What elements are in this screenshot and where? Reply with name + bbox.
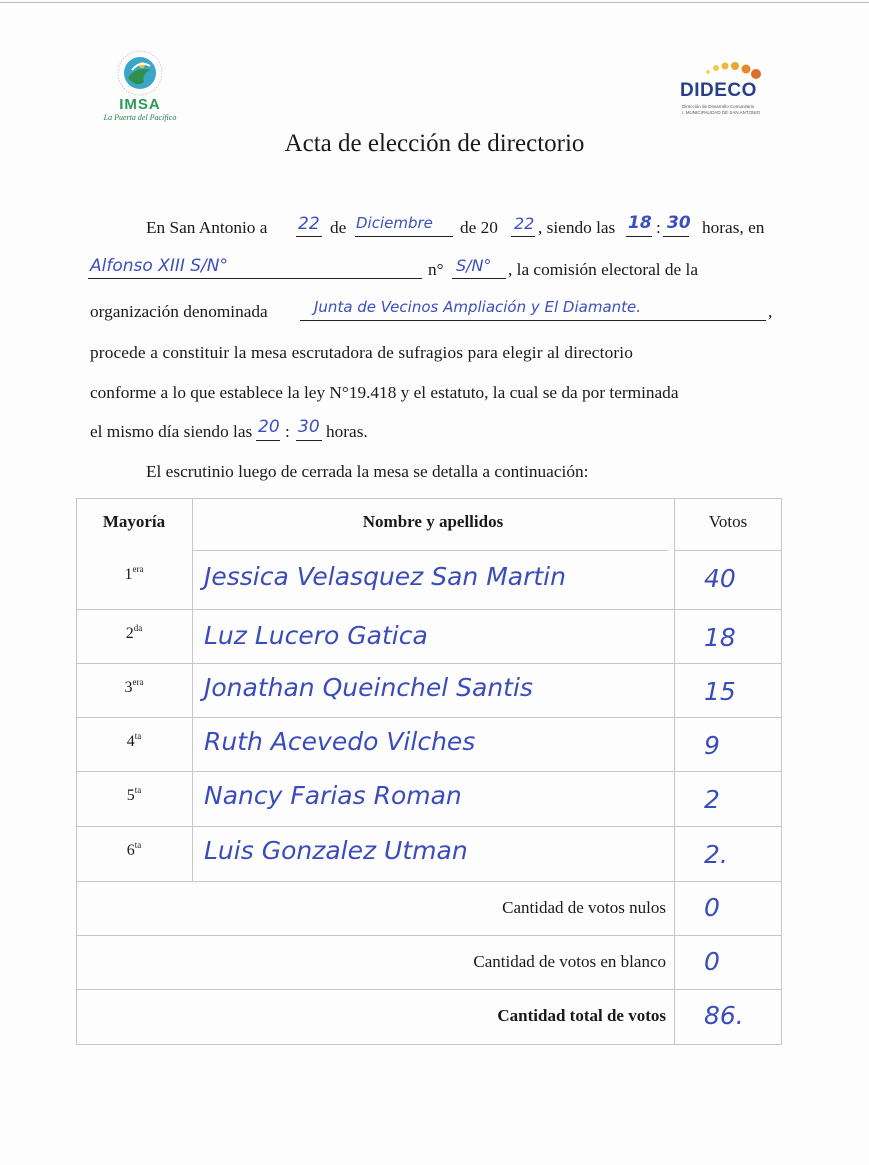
row-name: Jonathan Queinchel Santis	[204, 673, 533, 702]
text-mismo-dia: el mismo día siendo las	[90, 422, 253, 441]
text-de-1: de	[330, 218, 347, 237]
summary-value: 86.	[704, 1001, 744, 1030]
row-votes: 15	[704, 677, 736, 706]
fill-address: Alfonso XIII S/N°	[90, 256, 229, 276]
table-row	[76, 717, 782, 771]
row-votes: 18	[704, 623, 736, 652]
row-votes: 40	[704, 564, 736, 593]
blank-number	[452, 278, 506, 279]
text-comma: ,	[768, 302, 773, 321]
scan-border	[0, 2, 869, 3]
imsa-wordmark: IMSA	[119, 96, 161, 113]
summary-label: Cantidad de votos en blanco	[473, 952, 666, 971]
summary-row-total	[76, 989, 782, 1044]
row-rank: $2^{da}$	[125, 623, 143, 642]
blank-address	[88, 278, 422, 279]
blank-start-min	[663, 236, 689, 237]
fill-day: 22	[298, 214, 320, 234]
dideco-logo	[668, 58, 778, 124]
imsa-tagline: La Puerta del Pacífico	[103, 113, 177, 122]
table-row	[76, 663, 782, 717]
text-conforme: conforme a lo que establece la ley N°19.418 y el estatuto, la cual se da por terminada	[90, 383, 679, 402]
summary-label: Cantidad de votos nulos	[502, 898, 666, 917]
text-de-20: de 20	[460, 218, 498, 237]
table-row	[76, 826, 782, 881]
fill-end-hour: 20	[258, 417, 280, 437]
dideco-wordmark: DIDECO	[680, 80, 757, 101]
row-name: Jessica Velasquez San Martin	[204, 562, 566, 591]
summary-row-null	[76, 881, 782, 935]
summary-value: 0	[704, 947, 720, 976]
text-horas-en: horas, en	[702, 218, 765, 237]
header-rank: Mayoría	[102, 512, 166, 531]
text-n-degree: n°	[428, 260, 444, 279]
row-name: Ruth Acevedo Vilches	[204, 727, 476, 756]
summary-label: Cantidad total de votos	[497, 1006, 666, 1025]
blank-year	[511, 236, 535, 237]
results-table	[76, 498, 782, 1046]
row-name: Nancy Farias Roman	[204, 781, 462, 810]
table-row	[76, 550, 782, 609]
text-colon-2: :	[285, 422, 290, 441]
text-escrutinio: El escrutinio luego de cerrada la mesa se detalla a continuación:	[146, 462, 589, 481]
fill-number: S/N°	[456, 256, 492, 275]
fill-month: Diciembre	[356, 214, 433, 232]
blank-end-hour	[256, 440, 280, 441]
document-title: Acta de elección de directorio	[284, 130, 585, 157]
row-rank: $6^{ta}$	[126, 840, 142, 859]
fill-start-min: 30	[667, 213, 691, 233]
text-horas: horas.	[326, 422, 368, 441]
row-rank: $4^{ta}$	[126, 731, 142, 750]
blank-end-min	[296, 440, 322, 441]
row-rank: $1^{era}$	[124, 564, 144, 583]
imsa-logo	[92, 48, 188, 126]
text-siendo-las: , siendo las	[538, 218, 616, 237]
summary-value: 0	[704, 893, 720, 922]
text-comision: , la comisión electoral de la	[508, 260, 699, 279]
blank-day	[296, 236, 322, 237]
blank-month	[355, 236, 453, 237]
text-procede: procede a constituir la mesa escrutadora de sufragios para elegir al directorio	[90, 343, 634, 362]
blank-start-hour	[626, 236, 652, 237]
row-rank: $5^{ta}$	[126, 785, 142, 804]
header-name: Nombre y apellidos	[362, 512, 504, 531]
text-en-san-antonio: En San Antonio a	[146, 218, 268, 237]
fill-start-hour: 18	[628, 213, 652, 233]
row-name: Luis Gonzalez Utman	[204, 836, 468, 865]
blank-organization	[300, 320, 766, 321]
row-votes: 2	[704, 785, 720, 814]
row-votes: 9	[704, 731, 720, 760]
row-votes: 2.	[704, 840, 728, 869]
imsa-emblem-icon	[92, 48, 188, 98]
fill-organization: Junta de Vecinos Ampliación y El Diamante.	[314, 298, 642, 316]
dideco-dots-icon	[668, 58, 778, 82]
text-organizacion: organización denominada	[90, 302, 268, 321]
text-colon-1: :	[656, 218, 661, 237]
fill-year: 22	[514, 214, 535, 233]
row-name: Luz Lucero Gatica	[204, 621, 428, 650]
dideco-municipality: I. MUNICIPALIDAD DE SAN ANTONIO	[682, 110, 761, 115]
row-rank: $3^{era}$	[124, 677, 144, 696]
summary-row-blank	[76, 935, 782, 989]
fill-end-min: 30	[298, 417, 320, 437]
table-row	[76, 609, 782, 663]
header-votes: Votos	[708, 512, 748, 531]
table-row	[76, 771, 782, 826]
dideco-subtitle: Dirección de Desarrollo Comunitario	[682, 104, 755, 109]
